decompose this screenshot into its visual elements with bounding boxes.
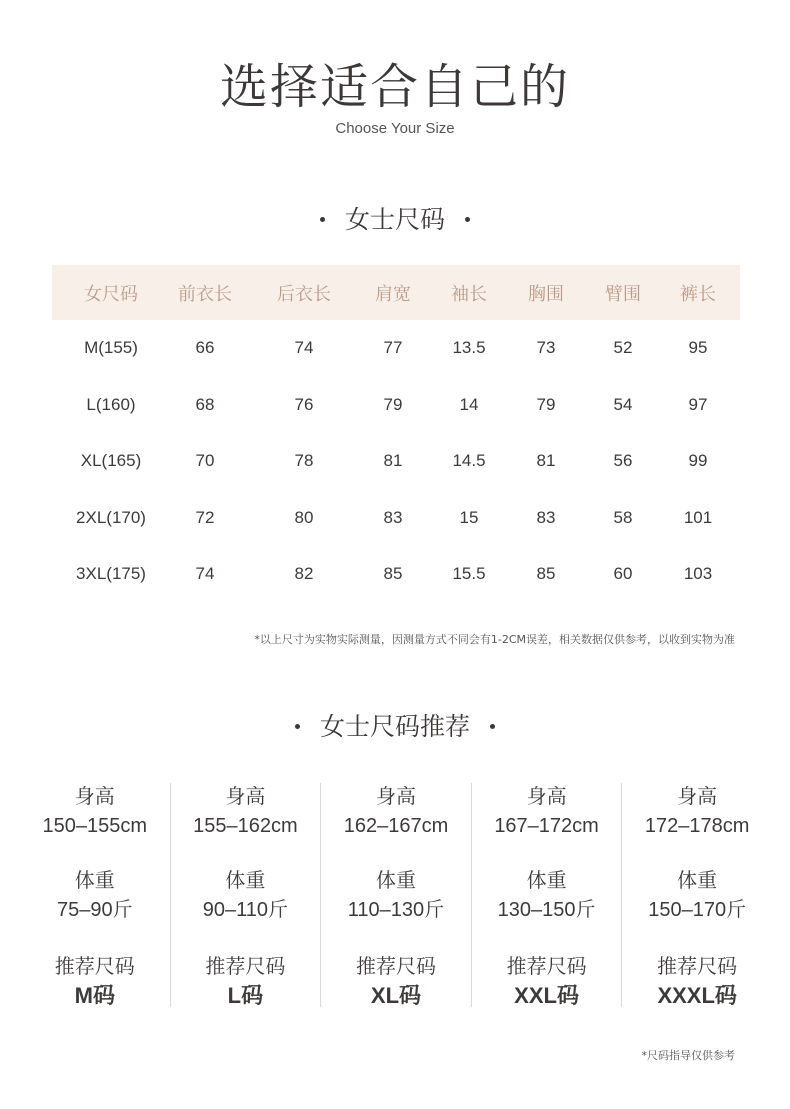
table-cell: 99: [688, 451, 708, 471]
table-cell: 52: [613, 338, 633, 358]
table-cell: XL(165): [80, 451, 142, 471]
table-cell: 72: [195, 507, 215, 527]
table-row: [52, 320, 740, 377]
page-subtitle: Choose Your Size: [335, 120, 455, 137]
recommendation-column: [20, 783, 171, 1007]
recommendation-section-title: [0, 707, 790, 743]
size-chart-section-title: [0, 200, 790, 236]
table-cell: 73: [536, 338, 556, 358]
table-cell: 15: [459, 507, 479, 527]
table-cell: 76: [294, 394, 314, 414]
table-cell: 85: [383, 564, 403, 584]
size-value: XXL码: [514, 983, 579, 1008]
size-label: 推荐尺码: [54, 954, 135, 978]
table-row: [52, 546, 740, 603]
measurement-note: *以上尺寸为实物实际测量，因测量方式不同会有1-2CM误差，相关数据仅供参考，以收到实物为准: [254, 633, 735, 646]
weight-label: 体重: [225, 868, 266, 892]
table-cell: 78: [294, 451, 314, 471]
table-cell: 97: [688, 394, 708, 414]
size-value: XXXL码: [657, 983, 737, 1008]
size-value: XL码: [370, 983, 422, 1008]
header-cell: 臂围: [605, 283, 641, 305]
table-cell: 103: [683, 564, 713, 584]
table-cell: 85: [536, 564, 556, 584]
table-cell: 101: [683, 507, 713, 527]
table-cell: 2XL(170): [76, 507, 146, 527]
weight-value: 90–110斤: [202, 899, 289, 921]
header-cell: 前衣长: [178, 283, 232, 305]
table-cell: 60: [613, 564, 633, 584]
table-cell: 54: [613, 394, 633, 414]
weight-label: 体重: [74, 868, 115, 892]
size-recommendation-grid: [20, 783, 772, 1007]
bullet-dot-icon: [295, 724, 300, 729]
height-value: 162–167cm: [343, 815, 449, 837]
height-label: 身高: [225, 784, 266, 808]
weight-label: 体重: [375, 868, 416, 892]
recommendation-title-text: 女士尺码推荐: [319, 712, 470, 741]
size-chart-title-text: 女士尺码: [344, 205, 445, 234]
recommendation-column: [321, 783, 472, 1007]
size-chart-table: [52, 265, 740, 603]
page-title: 选择适合自己的: [219, 59, 570, 115]
table-cell: 66: [195, 338, 215, 358]
height-value: 155–162cm: [193, 815, 298, 837]
size-label: 推荐尺码: [506, 954, 587, 978]
header-cell: 肩宽: [375, 283, 411, 305]
size-label: 推荐尺码: [355, 954, 436, 978]
table-cell: 15.5: [452, 564, 486, 584]
table-cell: 14.5: [452, 451, 486, 471]
height-label: 身高: [526, 784, 567, 808]
weight-label: 体重: [677, 868, 718, 892]
recommendation-note: *尺码指导仅供参考: [641, 1049, 735, 1062]
table-cell: 13.5: [452, 338, 486, 358]
table-cell: M(155): [84, 338, 138, 358]
table-cell: 58: [613, 507, 633, 527]
table-cell: 14: [459, 394, 479, 414]
table-cell: 3XL(175): [76, 564, 146, 584]
table-cell: 74: [195, 564, 215, 584]
height-value: 150–155cm: [42, 815, 148, 837]
table-cell: 74: [294, 338, 314, 358]
table-row: [52, 490, 740, 547]
height-label: 身高: [74, 784, 115, 808]
table-cell: 79: [536, 394, 556, 414]
bullet-dot-icon: [490, 724, 495, 729]
size-chart-header-row: [52, 265, 740, 320]
header-cell: 女尺码: [84, 283, 138, 305]
header-cell: 袖长: [451, 283, 487, 305]
table-cell: 70: [195, 451, 215, 471]
table-cell: 95: [688, 338, 708, 358]
size-label: 推荐尺码: [657, 954, 738, 978]
table-cell: 68: [195, 394, 215, 414]
table-cell: 82: [294, 564, 314, 584]
recommendation-column: [171, 783, 322, 1007]
height-label: 身高: [375, 784, 416, 808]
table-cell: 83: [536, 507, 556, 527]
table-row: [52, 377, 740, 434]
bullet-dot-icon: [320, 217, 325, 222]
table-cell: 81: [536, 451, 556, 471]
height-label: 身高: [677, 784, 718, 808]
table-cell: 56: [613, 451, 633, 471]
size-label: 推荐尺码: [205, 954, 286, 978]
table-cell: 83: [383, 507, 403, 527]
table-cell: 79: [383, 394, 403, 414]
weight-value: 150–170斤: [648, 899, 747, 921]
size-value: M码: [74, 983, 115, 1008]
weight-value: 130–150斤: [497, 899, 596, 921]
size-value: L码: [227, 983, 264, 1008]
table-cell: 77: [383, 338, 403, 358]
weight-value: 75–90斤: [56, 899, 133, 921]
height-value: 172–178cm: [644, 815, 750, 837]
weight-label: 体重: [526, 868, 567, 892]
header-cell: 胸围: [528, 283, 564, 305]
recommendation-column: [472, 783, 623, 1007]
weight-value: 110–130斤: [347, 899, 445, 921]
bullet-dot-icon: [465, 217, 470, 222]
table-cell: L(160): [86, 394, 136, 414]
header-cell: 裤长: [680, 283, 716, 305]
table-cell: 80: [294, 507, 314, 527]
table-cell: 81: [383, 451, 403, 471]
table-row: [52, 433, 740, 490]
height-value: 167–172cm: [494, 815, 599, 837]
recommendation-column: [622, 783, 772, 1007]
header-cell: 后衣长: [277, 283, 331, 305]
